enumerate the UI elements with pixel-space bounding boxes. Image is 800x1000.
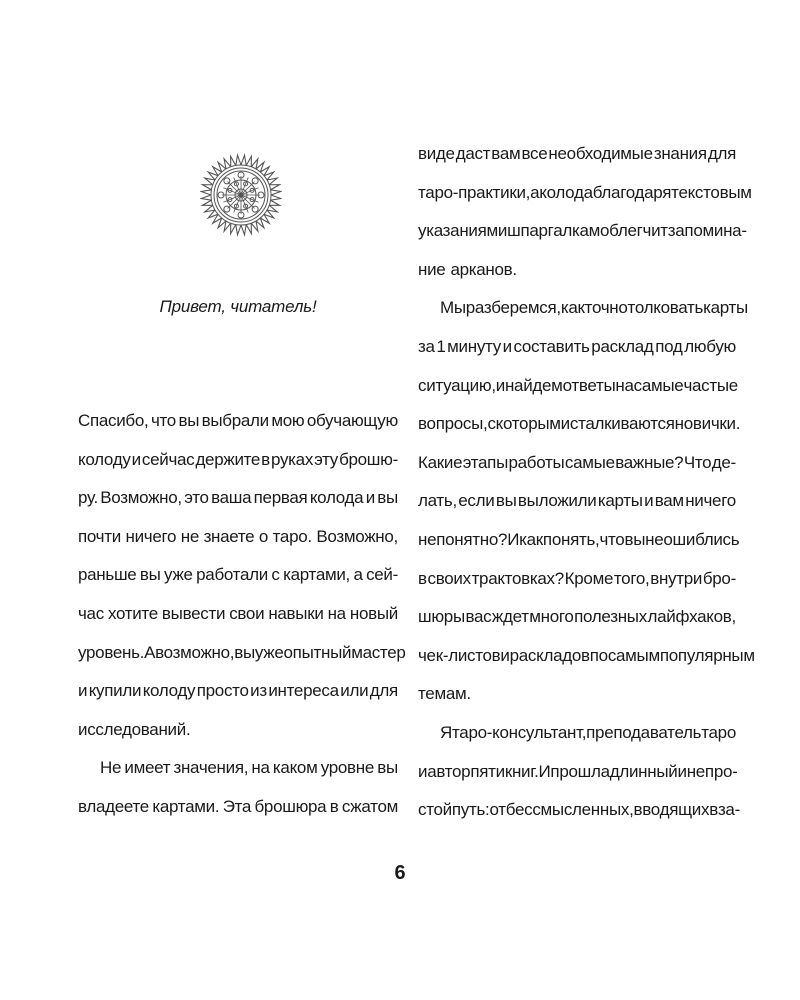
text-line: ние арканов. <box>418 259 517 279</box>
text-line: и купили колоду просто из интереса или для <box>78 681 398 701</box>
text-line: шюры вас ждет много полезных лайфхаков, <box>418 607 736 627</box>
text-line: стой путь: от бессмысленных, вводящих в за- <box>418 800 740 820</box>
text-line: Мы разберемся, как точно толковать карты <box>440 298 748 318</box>
text-line: и автор пяти книг. И прошла длинный и непро- <box>418 761 738 781</box>
page-number: 6 <box>394 862 406 884</box>
greeting-heading: Привет, читатель! <box>159 297 317 316</box>
text-line: ру. Возможно, это ваша первая колода и вы <box>78 488 398 508</box>
text-line: час хотите вывести свои навыки на новый <box>78 604 398 623</box>
text-line: вопросы, с которыми сталкиваются новички. <box>418 414 741 434</box>
text-line: виде даст вам все необходимые знания для <box>418 144 736 163</box>
text-line: темам. <box>418 684 471 704</box>
text-line: уровень. А возможно, вы уже опытный мастер <box>78 642 406 662</box>
text-line: чек-листов и раскладов по самым популярным <box>418 645 755 665</box>
text-line: исследований. <box>78 719 191 739</box>
text-line: Не имеет значения, на каком уровне вы <box>100 758 398 778</box>
text-line: раньше вы уже работали с картами, а сей- <box>78 565 398 585</box>
text-line: в своих трактовках? Кроме того, внутри бро- <box>418 568 736 588</box>
text-line: лать, если вы выложили карты и вам ничего <box>418 491 736 511</box>
text-line: за 1 минуту и составить расклад под любую <box>418 337 736 356</box>
text-line: владеете картами. Эта брошюра в сжатом <box>78 797 398 816</box>
text-line: ситуацию, и найдем ответы на самые частые <box>418 375 738 395</box>
text-line: таро-практики, а колода благодаря текстовым <box>418 182 752 202</box>
text-line: Какие этапы работы самые важные? Что де- <box>418 452 736 472</box>
text-line: почти ничего не знаете о таро. Возможно, <box>78 526 398 546</box>
text-line: колоду и сейчас держите в руках эту брошю- <box>78 449 398 469</box>
text-line: Спасибо, что вы выбрали мою обучающую <box>78 411 398 430</box>
text-line: не понятно? И как понять, что вы не ошиблись <box>418 530 740 549</box>
text-line: Я таро-консультант, преподаватель таро <box>440 723 736 742</box>
sun-mandala-ornament-icon <box>200 135 282 255</box>
text-line: указаниям и шпаргалкам облегчит запомина- <box>418 221 747 241</box>
